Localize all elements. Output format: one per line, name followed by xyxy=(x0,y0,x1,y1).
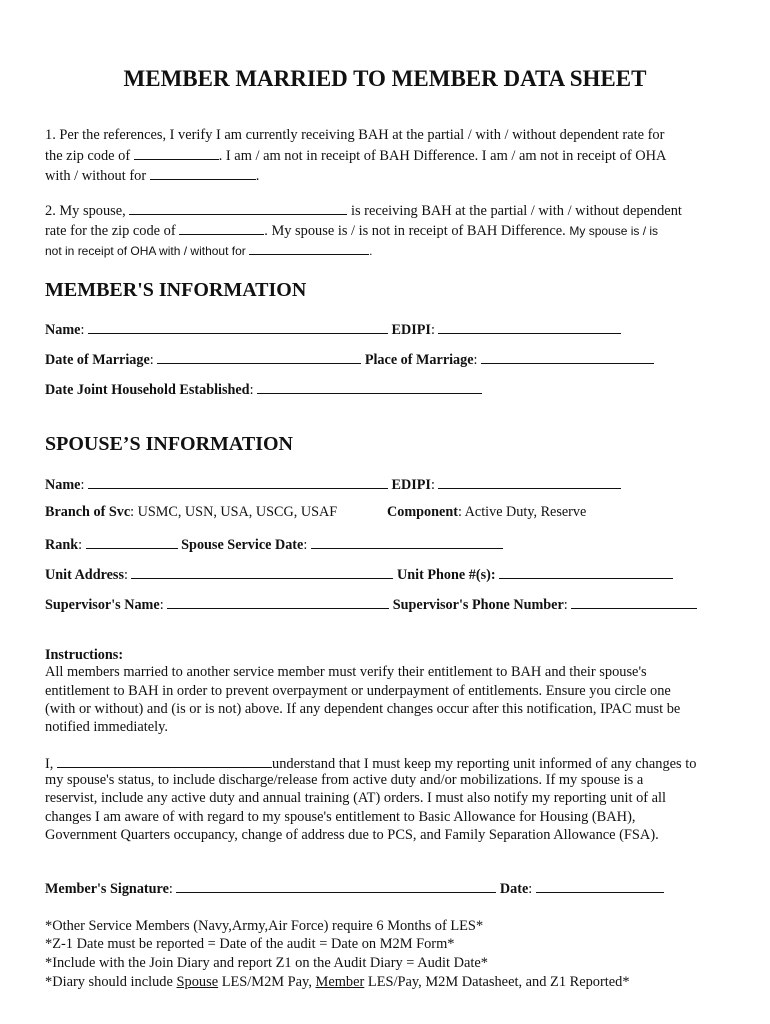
spouse-service-date-label: Spouse Service Date xyxy=(181,537,304,553)
place-of-marriage-field[interactable] xyxy=(481,349,654,364)
statement-line4: changes I am aware of with regard to my spouse's entitlement to Basic Allowance for Housing (BAH), xyxy=(45,809,636,825)
instructions-heading-text: Instructions: xyxy=(45,647,124,663)
spouse-edipi-field[interactable] xyxy=(438,474,621,489)
branch-row: Branch of Svc: USMC, USN, USA, USCG, USAF xyxy=(45,504,338,520)
oha-zip-blank[interactable] xyxy=(150,165,256,180)
para2-oha-label: not in receipt of OHA with / without for xyxy=(45,244,246,258)
supervisor-name-label: Supervisor's Name xyxy=(45,597,160,613)
note-4-part1: *Diary should include xyxy=(45,974,173,990)
signature-row: Member's Signature: Date: xyxy=(45,878,664,898)
para2-zip-label: rate for the zip code of xyxy=(45,223,176,239)
para2-line3 xyxy=(45,241,372,261)
signature-date-label: Date xyxy=(499,881,529,897)
para2-bah-text: is receiving BAH at the partial / with / without dependent xyxy=(350,203,682,219)
para1-bah-text: . I am / am not in receipt of BAH Difference. I am / am not in receipt of OHA xyxy=(218,148,667,164)
para1-line2 xyxy=(45,145,666,166)
member-section-heading: MEMBER'S INFORMATION xyxy=(45,279,307,301)
spouse-name-label: Name xyxy=(45,477,81,493)
supervisor-row: Supervisor's Name: Supervisor's Phone Number: xyxy=(45,594,697,614)
statement-line5: Government Quarters occupancy, change of address due to PCS, and Family Separation Allowance (FSA). xyxy=(45,827,659,843)
statement-i: I, xyxy=(45,756,54,772)
note-1: *Other Service Members (Navy,Army,Air Force) require 6 Months of LES* xyxy=(45,918,484,934)
para2-line2 xyxy=(45,220,658,241)
page-title: MEMBER MARRIED TO MEMBER DATA SHEET xyxy=(123,66,647,91)
instructions-heading xyxy=(45,647,123,664)
rank-field[interactable] xyxy=(86,534,178,549)
para1-line3 xyxy=(45,165,259,186)
zip-code-blank[interactable] xyxy=(134,145,219,160)
member-name-label: Name xyxy=(45,322,81,338)
unit-phone-field[interactable] xyxy=(499,564,673,579)
component-row: Component: Active Duty, Reserve xyxy=(387,504,587,520)
date-joint-household-label: Date Joint Household Established xyxy=(45,382,250,398)
statement-line2: my spouse's status, to include discharge/release from active duty and/or mobilizations. If my spouse is a xyxy=(45,772,644,788)
branch-label: Branch of Svc xyxy=(45,504,131,520)
marriage-row: Date of Marriage: Place of Marriage: xyxy=(45,349,654,369)
unit-address-field[interactable] xyxy=(131,564,393,579)
member-edipi-label: EDIPI xyxy=(391,322,431,338)
supervisor-name-field[interactable] xyxy=(167,594,389,609)
component-label: Component xyxy=(387,504,458,520)
member-signature-label: Member's Signature xyxy=(45,881,169,897)
period: . xyxy=(255,168,260,184)
member-name-field[interactable] xyxy=(88,319,388,334)
spouse-name-field[interactable] xyxy=(88,474,388,489)
para1-zip-label: the zip code of xyxy=(45,148,131,164)
supervisor-phone-field[interactable] xyxy=(571,594,697,609)
member-edipi-field[interactable] xyxy=(438,319,621,334)
signature-date-field[interactable] xyxy=(536,878,664,893)
spouse-service-date-field[interactable] xyxy=(311,534,503,549)
para2-line1 xyxy=(45,200,682,221)
unit-row: Unit Address: Unit Phone #(s): xyxy=(45,564,673,584)
para1-oha-label: with / without for xyxy=(45,168,147,184)
rank-label: Rank xyxy=(45,537,79,553)
para2-oha-text: My spouse is / is xyxy=(569,224,659,238)
instructions-line3: (with or without) and (is or is not) above. If any dependent changes occur after this notification, IPAC must be xyxy=(45,701,681,717)
note-4-spouse: Spouse xyxy=(176,974,219,990)
component-options[interactable]: Active Duty, Reserve xyxy=(464,504,587,520)
spouse-name-row: Name: EDIPI: xyxy=(45,474,621,494)
branch-options[interactable]: USMC, USN, USA, USCG, USAF xyxy=(137,504,338,520)
statement-name-field[interactable] xyxy=(57,753,272,768)
note-4 xyxy=(45,973,630,992)
instructions-line2: entitlement to BAH in order to prevent overpayment or underpayment of entitlements. Ensure you circle one xyxy=(45,683,671,699)
instructions-line4: notified immediately. xyxy=(45,719,168,735)
spouse-zip-blank[interactable] xyxy=(179,220,264,235)
unit-phone-label: Unit Phone #(s): xyxy=(397,567,496,583)
date-joint-household-field[interactable] xyxy=(257,379,482,394)
spouse-edipi-label: EDIPI xyxy=(391,477,431,493)
note-3: *Include with the Join Diary and report Z1 on the Audit Diary = Audit Date* xyxy=(45,955,488,971)
instructions-line1: All members married to another service member must verify their entitlement to BAH and their spouse's xyxy=(45,664,647,680)
place-of-marriage-label: Place of Marriage xyxy=(364,352,474,368)
spouse-name-blank[interactable] xyxy=(129,200,347,215)
para2-bah-diff-text: . My spouse is / is not in receipt of BAH Difference. xyxy=(264,223,566,239)
para2-spouse-label: 2. My spouse, xyxy=(45,203,126,219)
note-2: *Z-1 Date must be reported = Date of the audit = Date on M2M Form* xyxy=(45,936,455,952)
note-4-part2: LES/M2M Pay, xyxy=(221,974,312,990)
supervisor-phone-label: Supervisor's Phone Number xyxy=(392,597,564,613)
date-of-marriage-field[interactable] xyxy=(157,349,361,364)
unit-address-label: Unit Address xyxy=(45,567,124,583)
household-row: Date Joint Household Established: xyxy=(45,379,482,399)
date-of-marriage-label: Date of Marriage xyxy=(45,352,150,368)
statement-text: understand that I must keep my reporting unit informed of any changes to xyxy=(272,756,697,772)
para1-line1: 1. Per the references, I verify I am currently receiving BAH at the partial / with / without dependent rate for xyxy=(45,127,665,143)
statement-line3: reservist, include any active duty and annual training (AT) orders. I must also notify my reporting unit of all xyxy=(45,790,667,806)
spouse-section-heading: SPOUSE’S INFORMATION xyxy=(45,433,293,455)
member-name-row: Name: EDIPI: xyxy=(45,319,621,339)
spouse-oha-blank[interactable] xyxy=(249,244,369,255)
note-4-member: Member xyxy=(315,974,365,990)
rank-row: Rank: Spouse Service Date: xyxy=(45,534,503,554)
member-signature-field[interactable] xyxy=(176,878,496,893)
period: . xyxy=(369,244,373,258)
note-4-part3: LES/Pay, M2M Datasheet, and Z1 Reported* xyxy=(367,974,630,990)
